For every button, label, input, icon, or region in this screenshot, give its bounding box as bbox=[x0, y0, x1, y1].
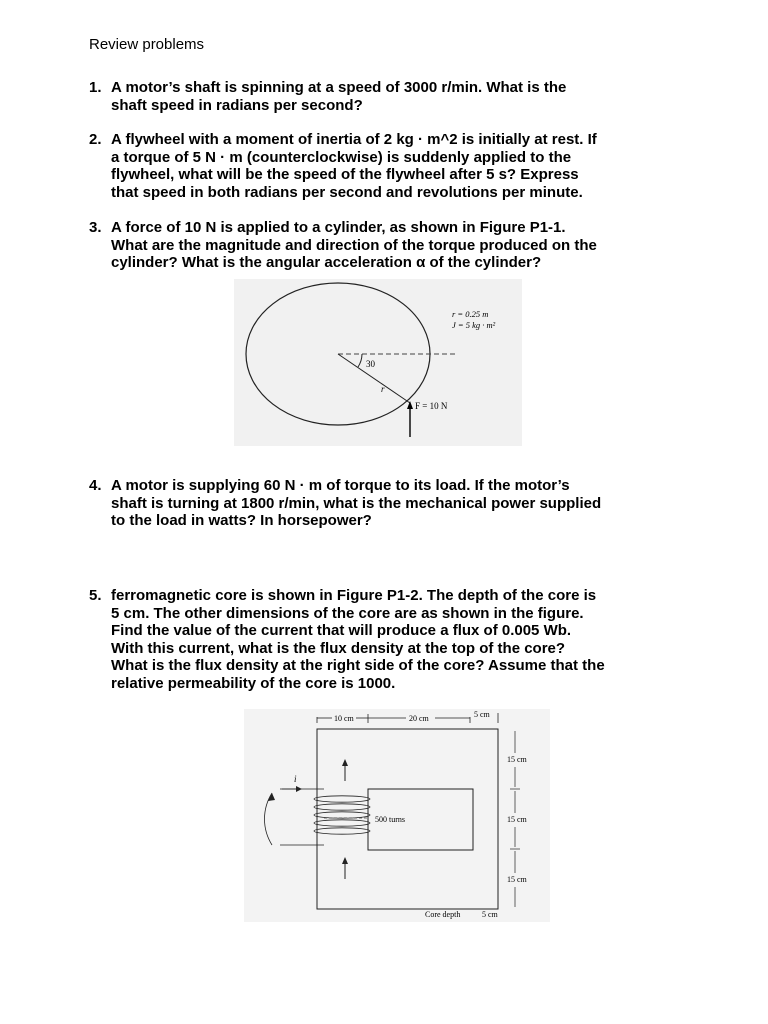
question-line: shaft speed in radians per second? bbox=[111, 96, 363, 114]
force-label: F = 10 N bbox=[415, 401, 448, 411]
current-label: i bbox=[294, 774, 297, 784]
question-number: 3. bbox=[89, 219, 102, 236]
question-line: that speed in both radians per second and revolutions per minute. bbox=[111, 183, 583, 201]
question-3 bbox=[89, 219, 709, 272]
question-line: cylinder? What is the angular acceleration α of the cylinder? bbox=[111, 254, 542, 272]
angle-label: 30 bbox=[366, 359, 375, 369]
question-1 bbox=[89, 79, 709, 114]
question-line: A flywheel with a moment of inertia of 2 kg · m^2 is initially at rest. If bbox=[111, 131, 597, 148]
question-number: 4. bbox=[89, 477, 102, 494]
question-line: A motor is supplying 60 N · m of torque to its load. If the motor’s bbox=[111, 477, 570, 494]
inertia-value-label: J = 5 kg · m² bbox=[452, 320, 496, 330]
cylinder-diagram bbox=[234, 279, 522, 446]
figure-p1-1 bbox=[234, 279, 522, 446]
question-5 bbox=[89, 587, 709, 693]
dimension-label-15cm-middle: 15 cm bbox=[507, 815, 527, 824]
question-line: With this current, what is the flux density at the top of the core? bbox=[111, 639, 566, 657]
question-line: 5 cm. The other dimensions of the core are as shown in the figure. bbox=[111, 604, 584, 622]
question-line: Find the value of the current that will produce a flux of 0.005 Wb. bbox=[111, 622, 572, 640]
question-line: relative permeability of the core is 1000. bbox=[111, 674, 396, 692]
figure-background bbox=[234, 279, 522, 446]
question-number: 2. bbox=[89, 131, 102, 148]
question-2 bbox=[89, 131, 709, 201]
question-line: What is the flux density at the right side of the core? Assume that the bbox=[111, 657, 605, 675]
question-4 bbox=[89, 477, 709, 530]
core-depth-value: 5 cm bbox=[482, 910, 498, 919]
question-line: to the load in watts? In horsepower? bbox=[111, 512, 372, 530]
question-line: ferromagnetic core is shown in Figure P1-2. The depth of the core is bbox=[111, 587, 597, 604]
dimension-label-5cm: 5 cm bbox=[474, 710, 490, 719]
turns-label: 500 turns bbox=[375, 815, 405, 824]
dimension-label-10cm: 10 cm bbox=[334, 714, 354, 723]
question-line: A motor’s shaft is spinning at a speed of 3000 r/min. What is the bbox=[111, 79, 567, 96]
question-number: 1. bbox=[89, 79, 102, 96]
question-line: a torque of 5 N · m (counterclockwise) is suddenly applied to the bbox=[111, 148, 572, 166]
dimension-label-15cm-bottom: 15 cm bbox=[507, 875, 527, 884]
question-line: A force of 10 N is applied to a cylinder, as shown in Figure P1-1. bbox=[111, 219, 566, 236]
page-title: Review problems bbox=[89, 36, 205, 53]
radius-symbol: r bbox=[381, 384, 385, 394]
core-diagram bbox=[244, 709, 550, 922]
question-line: What are the magnitude and direction of the torque produced on the bbox=[111, 236, 597, 254]
dimension-label-15cm-top: 15 cm bbox=[507, 755, 527, 764]
radius-value-label: r = 0.25 m bbox=[452, 309, 489, 319]
question-line: shaft is turning at 1800 r/min, what is the mechanical power supplied bbox=[111, 494, 602, 512]
question-number: 5. bbox=[89, 587, 102, 604]
question-line: flywheel, what will be the speed of the flywheel after 5 s? Express bbox=[111, 166, 579, 184]
dimension-label-20cm: 20 cm bbox=[409, 714, 429, 723]
figure-p1-2 bbox=[244, 709, 550, 922]
core-depth-label: Core depth bbox=[425, 910, 461, 919]
